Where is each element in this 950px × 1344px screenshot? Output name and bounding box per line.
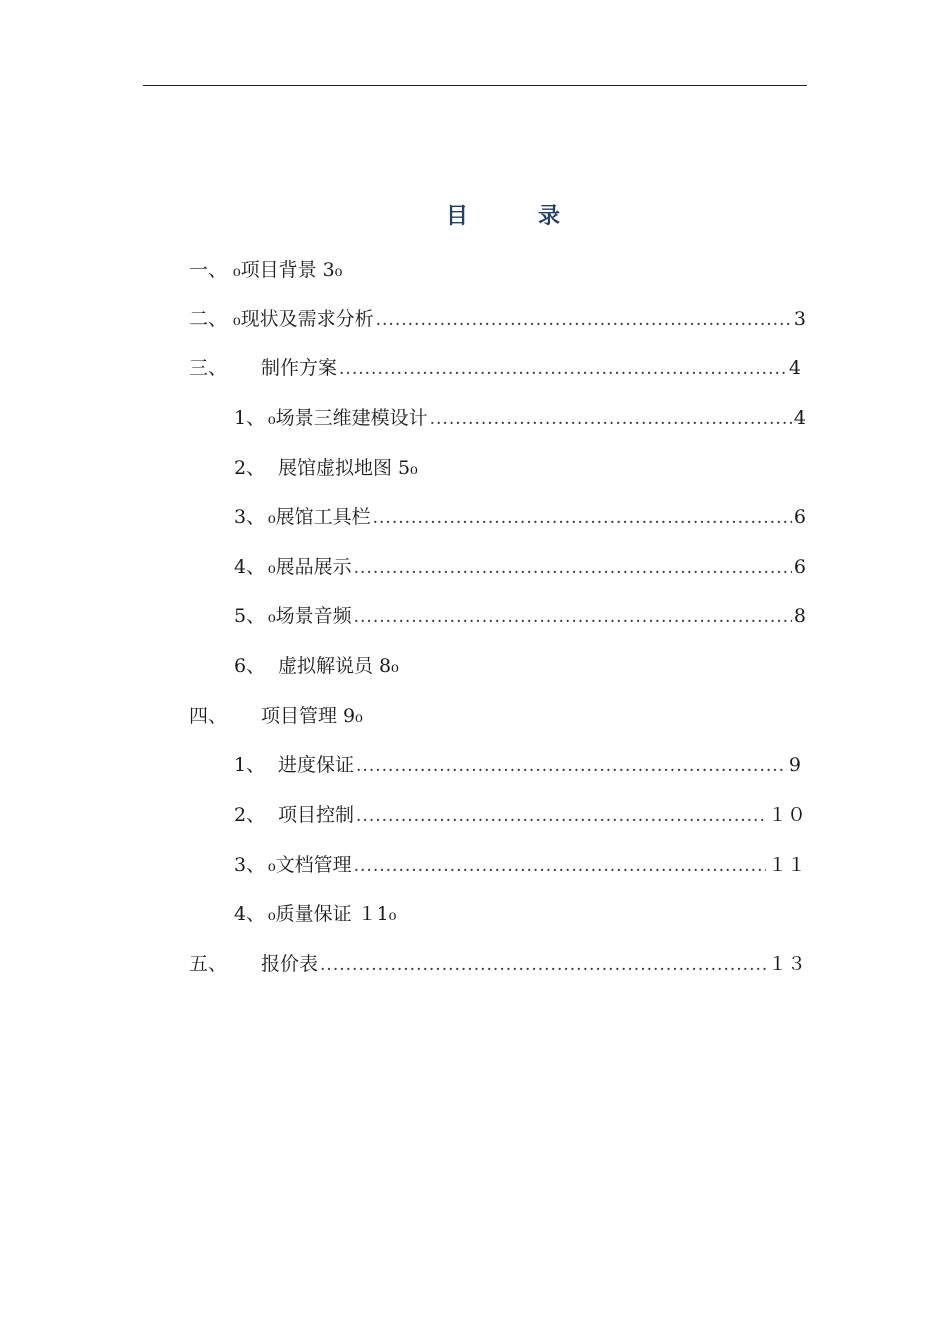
toc-entry[interactable] bbox=[189, 702, 804, 730]
toc-title: 目 录 bbox=[445, 203, 584, 229]
dot-leader bbox=[354, 554, 792, 582]
toc-entry[interactable] bbox=[234, 801, 806, 829]
toc-entry[interactable] bbox=[234, 652, 804, 680]
toc-entry-text: 展馆虚拟地图 5₀ bbox=[278, 457, 418, 479]
toc-entry[interactable] bbox=[234, 851, 806, 879]
toc-entry-text: ₀质量保证 １1₀ bbox=[268, 903, 397, 925]
toc-entry-page: 8 bbox=[793, 605, 806, 627]
toc-entry[interactable] bbox=[234, 404, 806, 432]
toc-entry-text: 报价表 bbox=[261, 953, 319, 975]
dot-leader bbox=[376, 306, 792, 334]
toc-entry-page: 9 bbox=[788, 754, 801, 776]
toc-entry-text: ₀场景三维建模设计 bbox=[268, 407, 428, 429]
toc-entry-number: 3、 bbox=[234, 854, 266, 876]
toc-entry-number: 1、 bbox=[234, 754, 266, 776]
toc-entry-page: １０ bbox=[767, 804, 806, 826]
toc-entry-text: ₀展馆工具栏 bbox=[268, 506, 371, 528]
toc-entry[interactable] bbox=[189, 305, 806, 333]
dot-leader bbox=[430, 405, 792, 433]
toc-entry-number: 2、 bbox=[234, 457, 266, 479]
dot-leader bbox=[354, 603, 792, 631]
toc-entry-page: 6 bbox=[793, 506, 806, 528]
toc-entry-text: 项目管理 9₀ bbox=[261, 705, 363, 727]
toc-entry-page: １１ bbox=[767, 854, 806, 876]
toc-entry-number: 3、 bbox=[234, 506, 266, 528]
dot-leader bbox=[356, 802, 766, 830]
toc-entry[interactable] bbox=[189, 950, 806, 978]
toc-entry-number: 二、 bbox=[189, 308, 228, 330]
toc-entry-text: ₀文档管理 bbox=[268, 854, 352, 876]
toc-entry[interactable] bbox=[234, 503, 806, 531]
toc-entry-number: 一、 bbox=[189, 259, 228, 281]
toc-entry-text: 制作方案 bbox=[261, 357, 338, 379]
toc-entry[interactable] bbox=[234, 454, 804, 482]
toc-entry-text: 进度保证 bbox=[278, 754, 355, 776]
toc-entry-text: 虚拟解说员 8₀ bbox=[278, 655, 399, 677]
toc-entry-text: ₀场景音频 bbox=[268, 605, 352, 627]
toc-entry-number: 三、 bbox=[189, 357, 228, 379]
toc-entry-number: 4、 bbox=[234, 903, 266, 925]
dot-leader bbox=[354, 852, 766, 880]
toc-entry[interactable] bbox=[234, 900, 804, 928]
toc-entry-number: 2、 bbox=[234, 804, 266, 826]
toc-entry-number: 五、 bbox=[189, 953, 228, 975]
toc-entry[interactable] bbox=[234, 553, 806, 581]
toc-entry-text: ₀现状及需求分析 bbox=[233, 308, 374, 330]
toc-entry-page: 4 bbox=[793, 407, 806, 429]
toc-entry-text: 项目控制 bbox=[278, 804, 355, 826]
dot-leader bbox=[356, 752, 787, 780]
toc-entry-number: 5、 bbox=[234, 605, 266, 627]
toc-entry-page: １３ bbox=[767, 953, 806, 975]
toc-entry[interactable] bbox=[234, 751, 801, 779]
toc-entry-number: 1、 bbox=[234, 407, 266, 429]
toc-entry-page: 6 bbox=[793, 556, 806, 578]
toc-entry-page: 4 bbox=[788, 357, 801, 379]
toc-entry[interactable] bbox=[189, 354, 801, 382]
toc-entry-page: 3 bbox=[793, 308, 806, 330]
toc-entry-number: 4、 bbox=[234, 556, 266, 578]
dot-leader bbox=[320, 951, 766, 979]
dot-leader bbox=[373, 504, 792, 532]
toc-entry-number: 四、 bbox=[189, 705, 228, 727]
dot-leader bbox=[339, 355, 787, 383]
toc-entry[interactable] bbox=[234, 602, 806, 630]
toc-entry-text: ₀项目背景 3₀ bbox=[233, 259, 343, 281]
toc-entry[interactable] bbox=[189, 256, 804, 284]
toc-entry-number: 6、 bbox=[234, 655, 266, 677]
toc-entry-text: ₀展品展示 bbox=[268, 556, 352, 578]
